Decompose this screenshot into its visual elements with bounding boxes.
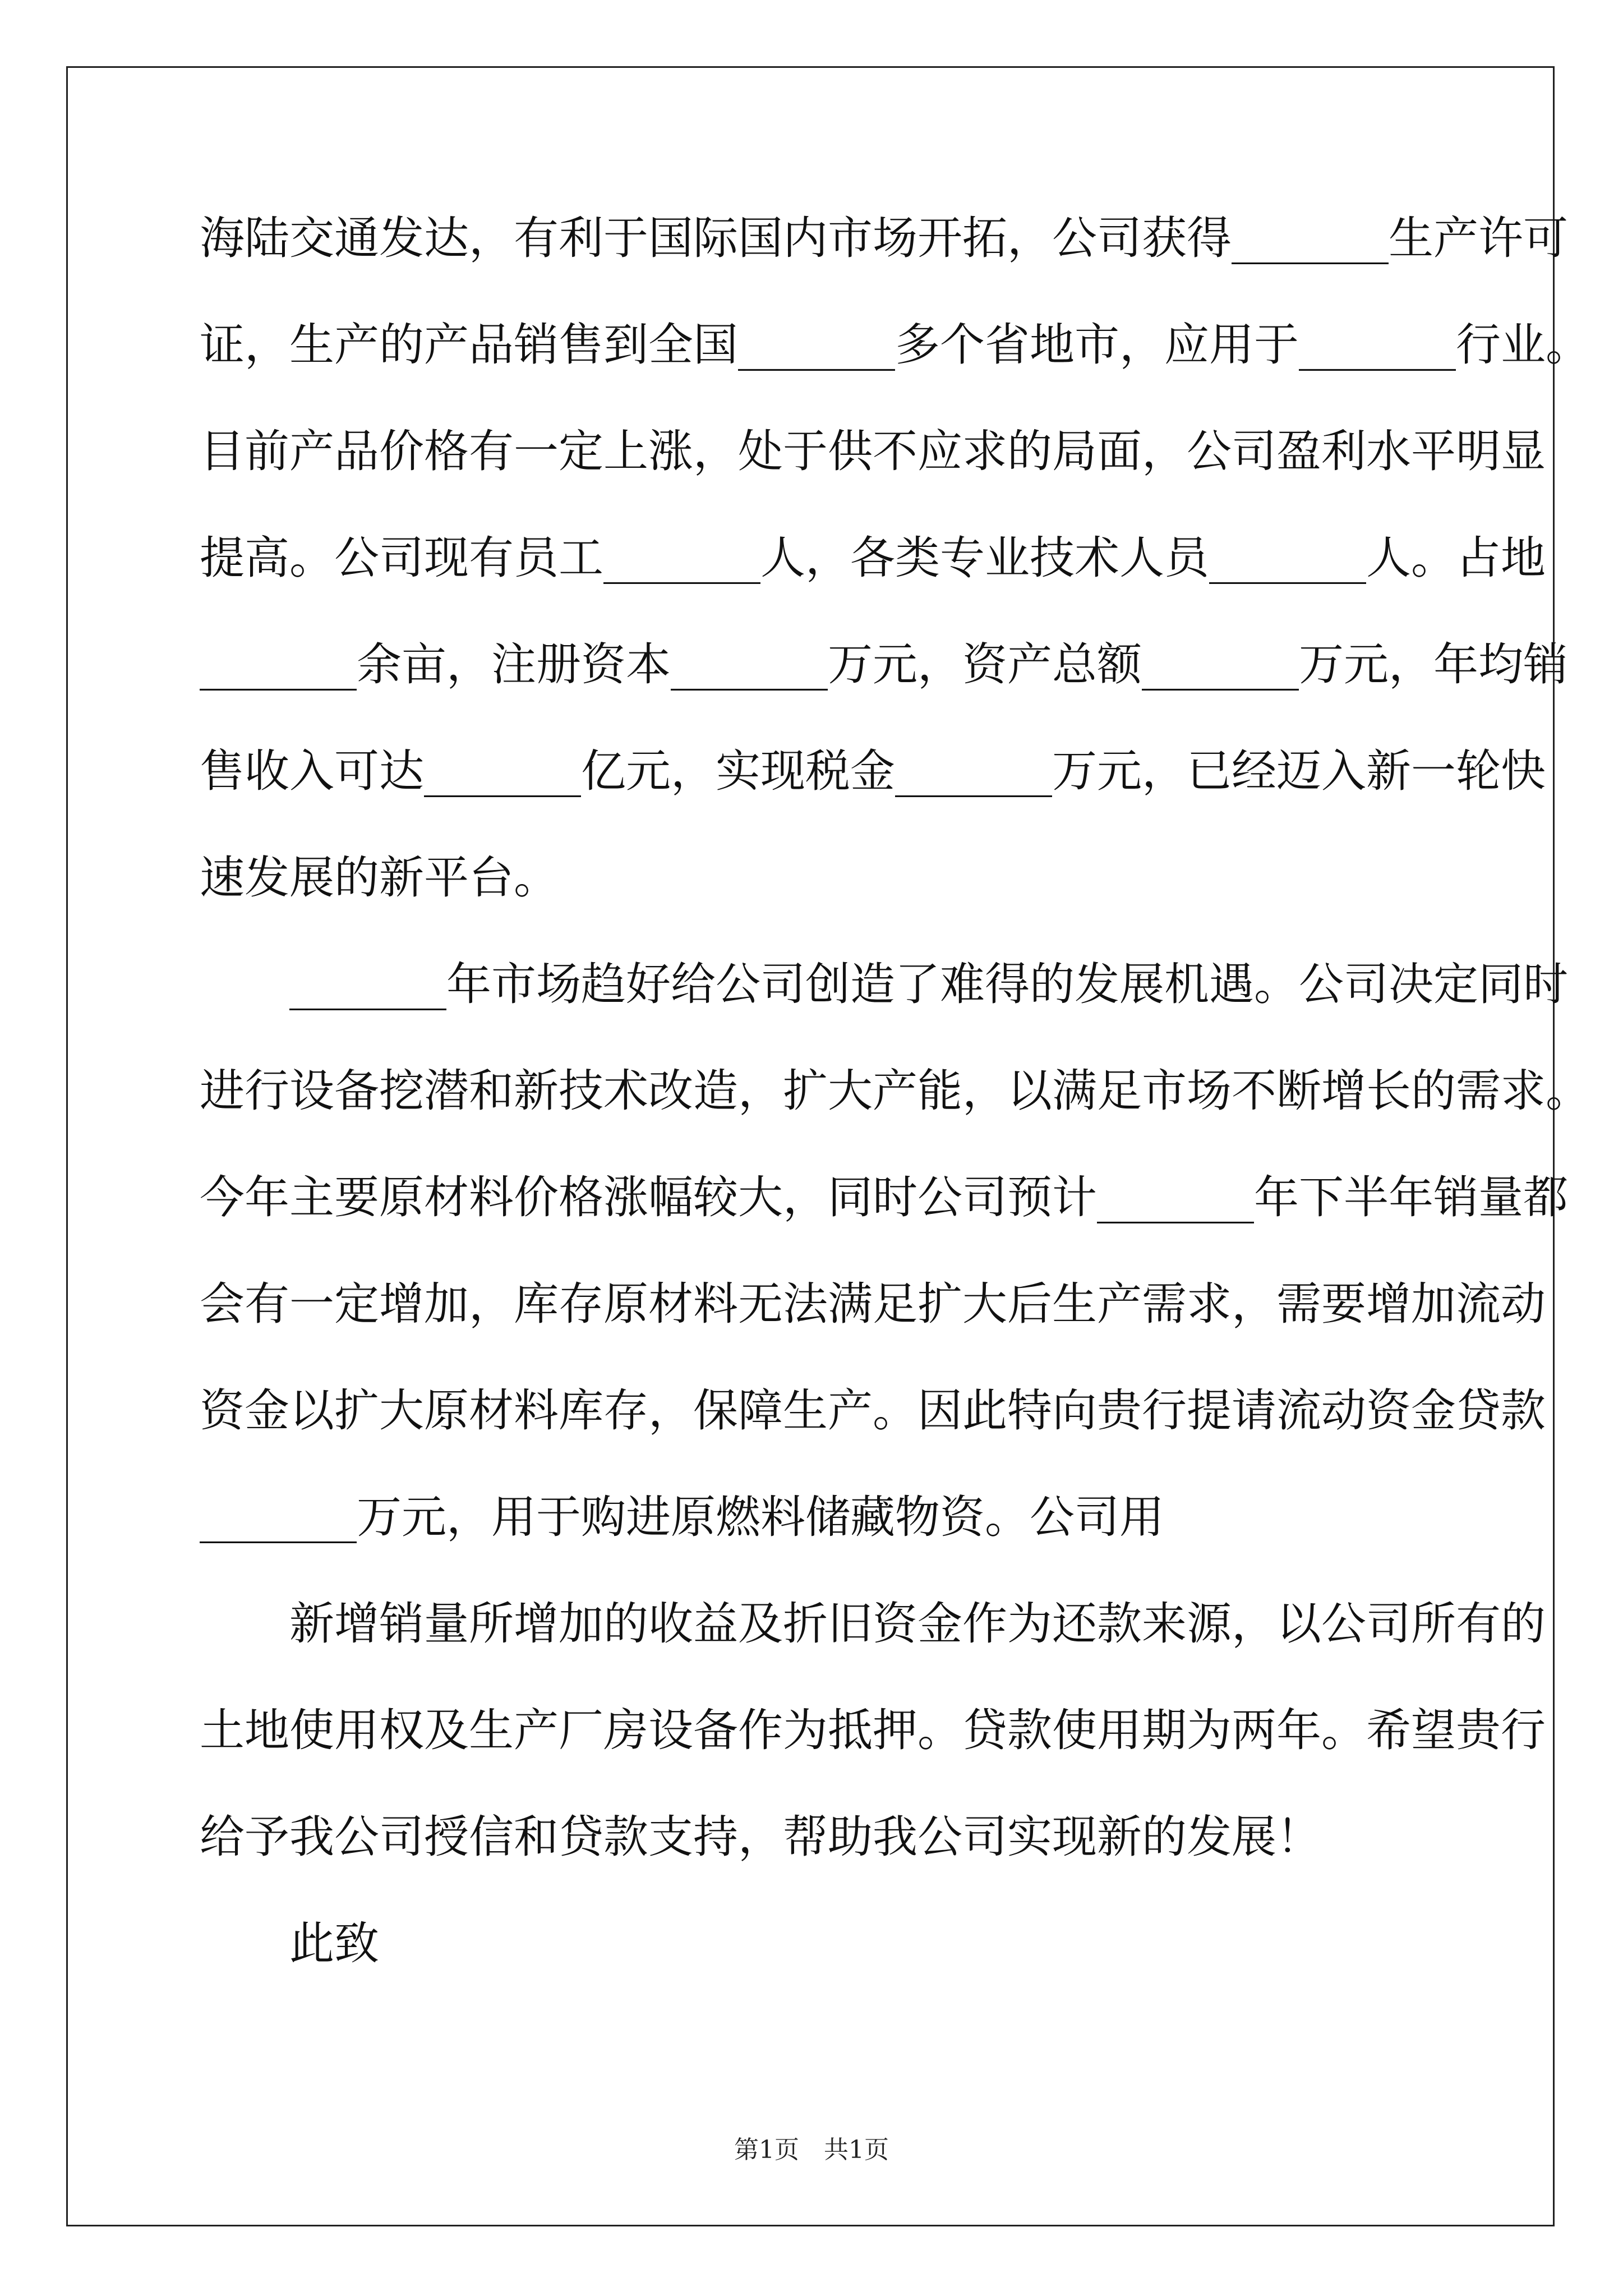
page-number-footer: 第1页 共1页 (734, 2136, 889, 2164)
text-line: 资金以扩大原材料库存，保障生产。因此特向贵行提请流动资金贷款 (200, 1384, 1546, 1437)
text-line: 提高。公司现有员工_______人，各类专业技术人员_______人。占地 (200, 532, 1546, 584)
text-line: 海陆交通发达，有利于国际国内市场开拓，公司获得_______生产许可 (200, 212, 1568, 264)
page-border (66, 66, 1555, 2226)
text-line: 售收入可达_______亿元，实现税金_______万元，已经迈入新一轮快 (200, 745, 1546, 797)
text-line: _______万元，用于购进原燃料储藏物资。公司用 (200, 1491, 1164, 1543)
text-line: 目前产品价格有一定上涨，处于供不应求的局面，公司盈利水平明显 (200, 425, 1546, 477)
text-line: _______年市场趋好给公司创造了难得的发展机遇。公司决定同时 (200, 958, 1568, 1010)
text-line: 今年主要原材料价格涨幅较大，同时公司预计_______年下半年销量都 (200, 1171, 1568, 1223)
text-line: 会有一定增加，库存原材料无法满足扩大后生产需求，需要增加流动 (200, 1278, 1546, 1330)
text-line: 证，生产的产品销售到全国_______多个省地市，应用于_______行业。 (200, 319, 1590, 371)
text-line: 进行设备挖潜和新技术改造，扩大产能，以满足市场不断增长的需求。 (200, 1065, 1590, 1117)
text-line: 速发展的新平台。 (200, 852, 559, 904)
text-line: _______余亩，注册资本_______万元，资产总额_______万元，年均销 (200, 638, 1568, 691)
text-line: 新增销量所增加的收益及折旧资金作为还款来源，以公司所有的 (200, 1598, 1546, 1650)
text-line: 土地使用权及生产厂房设备作为抵押。贷款使用期为两年。希望贵行 (200, 1704, 1546, 1756)
closing-salutation: 此致 (200, 1917, 379, 1970)
text-line: 给予我公司授信和贷款支持，帮助我公司实现新的发展！ (200, 1811, 1321, 1863)
